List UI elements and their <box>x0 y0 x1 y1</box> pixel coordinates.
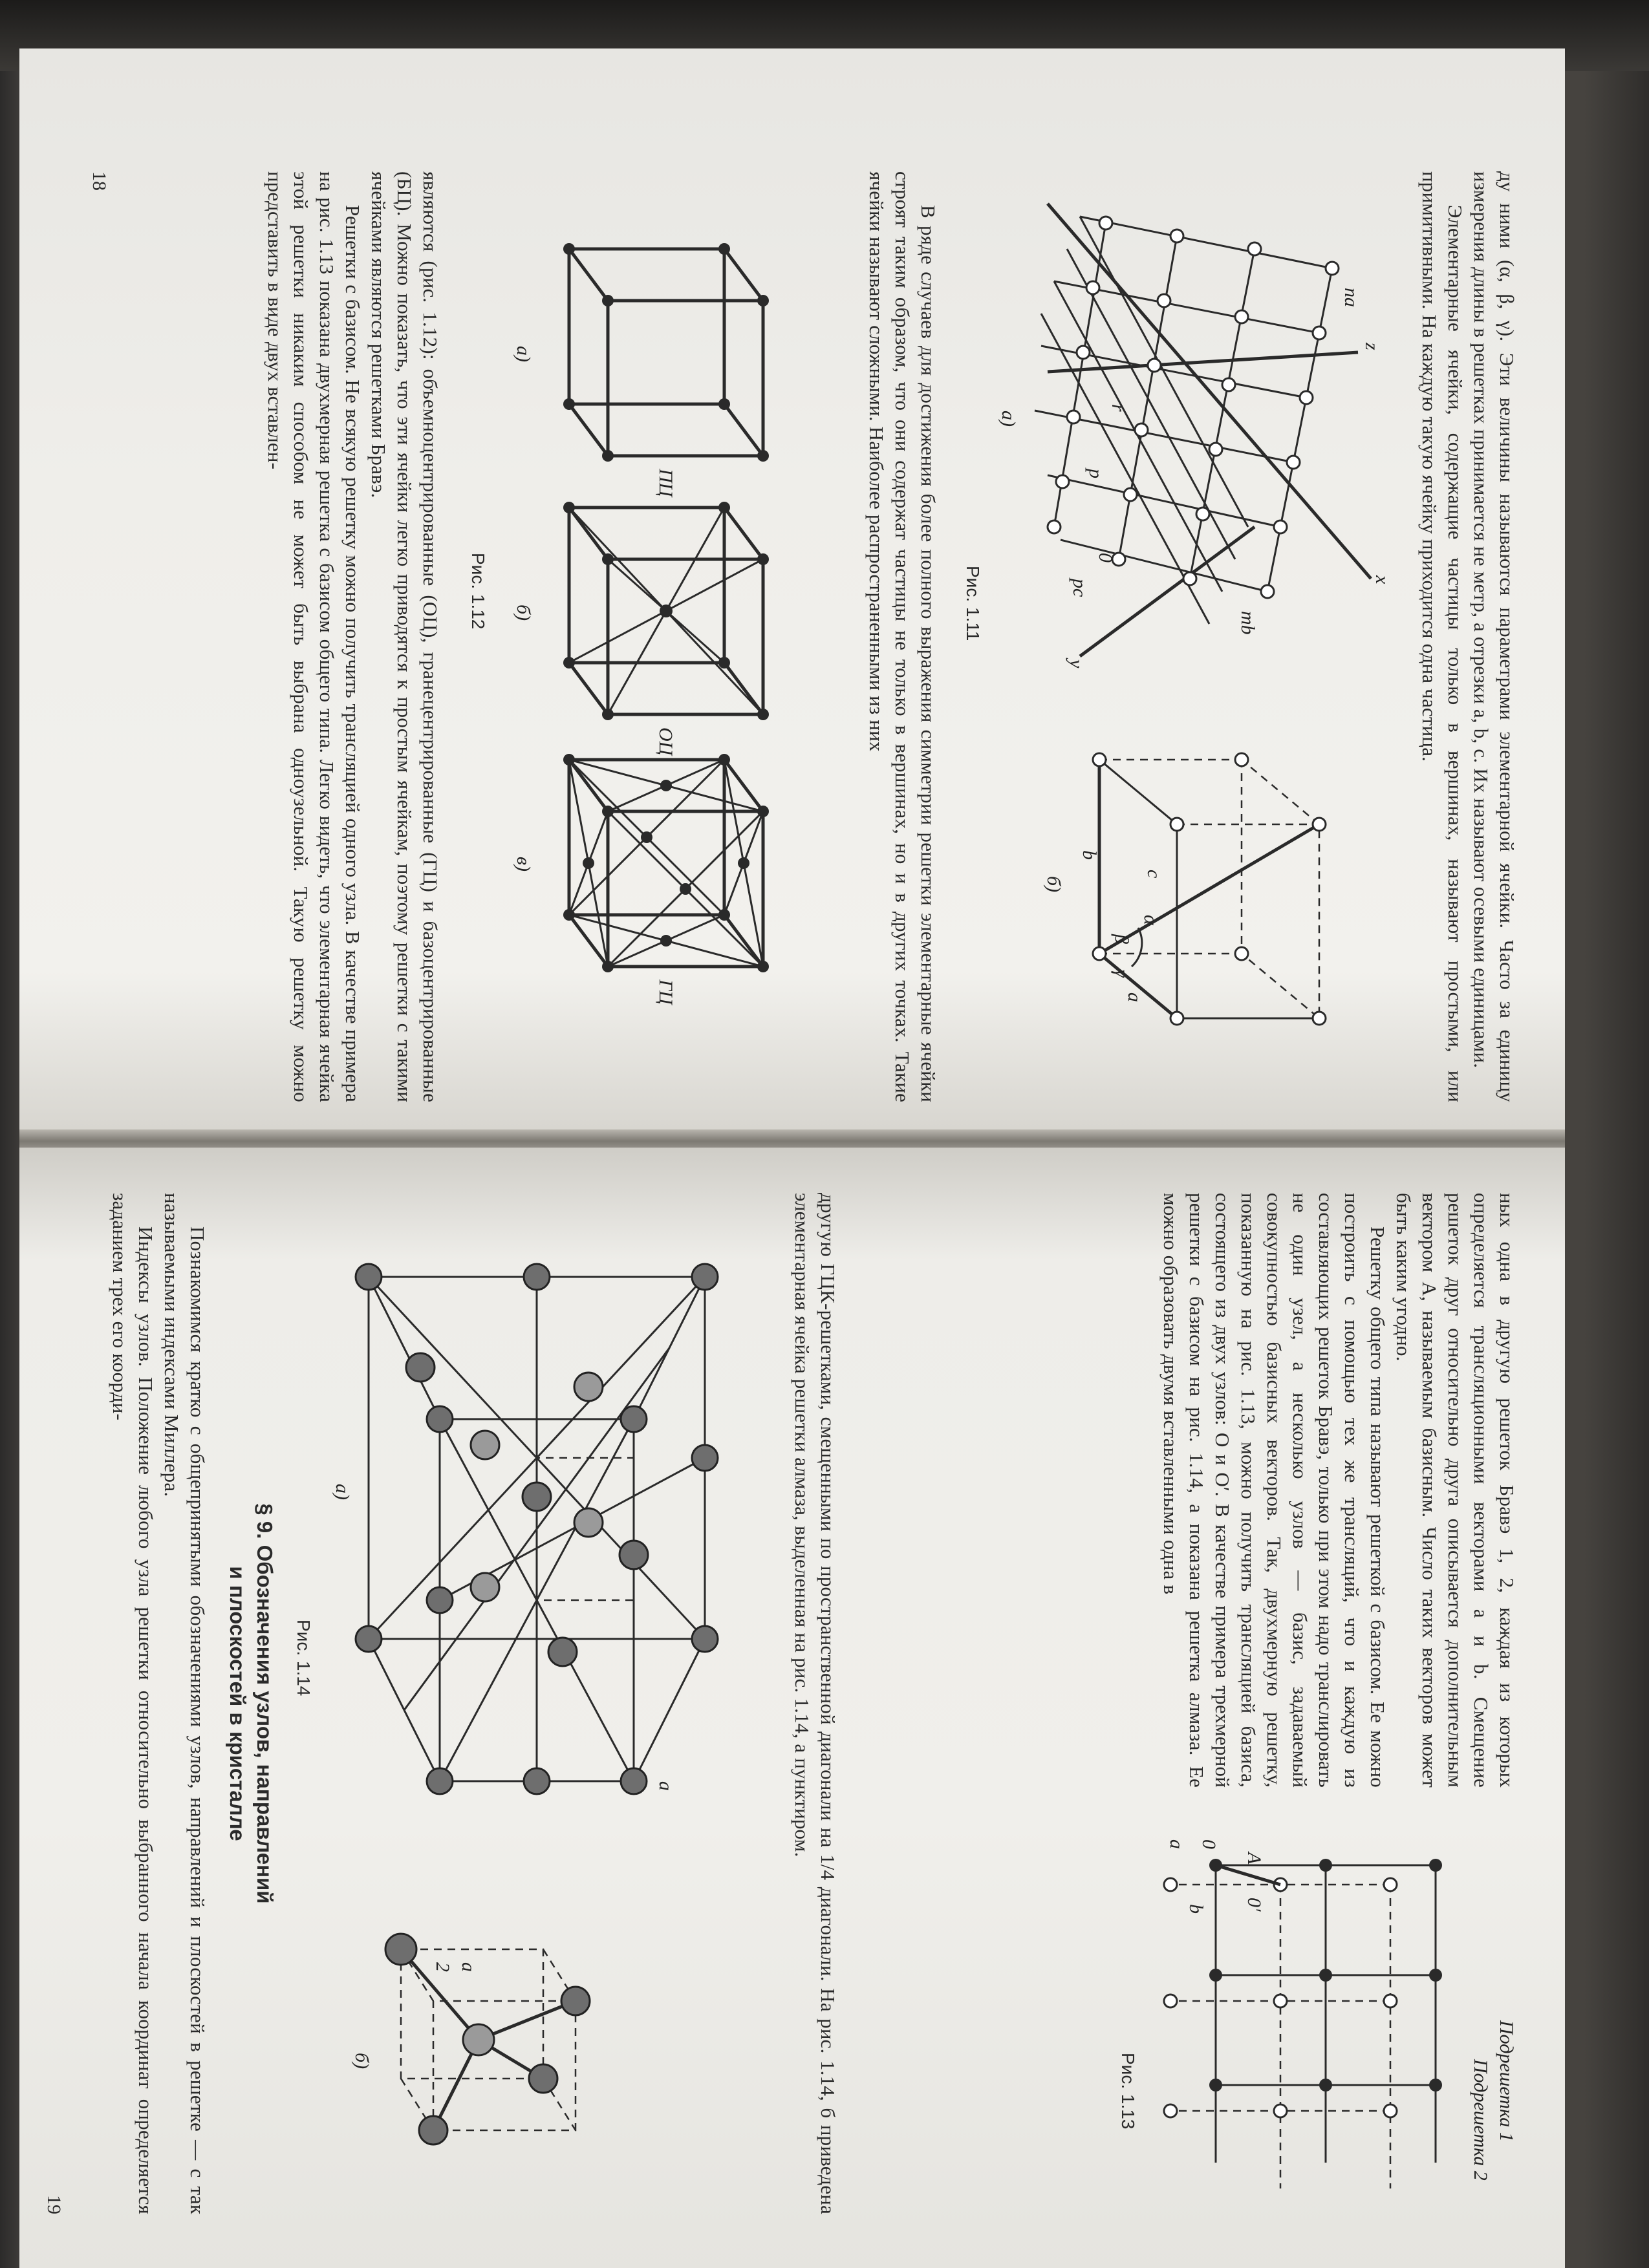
right-para-1: ных одна в другую решеток Бравэ 1, 2, каждая из которых определяется трансляционными векторами a и b. Смещение решеток друг относительно друга описывается дополнительным вектором A, называемым базисным. Число таких векторов может быть каким угодно. <box>1392 1193 1518 1788</box>
figure-1-14b <box>349 1923 595 2195</box>
fig-13-label-b: b <box>1185 1904 1207 1914</box>
fig-12c-sub: в) <box>513 857 534 872</box>
fig-11a-label-y: y <box>1066 659 1087 669</box>
fig-11b-label-beta: β <box>1111 934 1132 944</box>
right-para-2: Решетку общего типа называют решеткой с базисом. Ее можно построить с помощью тех же трансляций, что и каждую из составляющих решеток Бравэ, только при этом надо транслировать не один узел, а несколько узлов — базис, задаваемый совокупностью базисных векторов. Так, двухмерную решетку, показанную на рис. 1.13, можно получить трансляцией базиса, состоящего из двух узлов: O и O′. В качестве примера трехмерной решетки с базисом на рис. 1.14, а показана решетка алмаза. Ее можно образовать двумя вставленными одна в <box>1159 1193 1389 1788</box>
fig-11a-label-pc: pc <box>1069 579 1090 597</box>
fig-14b-label-half-den: 2 <box>432 1962 453 1972</box>
right-para-3: другую ГЦК-решетками, смещенными по пространственной диагонали на 1/4 диагонали. На рис. 1.14, б приведена элементарная ячейка решетки алмаза, выделенная на рис. 1.14, а пунктиром. <box>791 1193 839 2214</box>
figure-1-11b <box>1043 721 1371 1057</box>
fig-11b-label-alpha: α <box>1140 915 1161 925</box>
fig-11a-label-o: 0 <box>1095 553 1116 562</box>
right-mid-text <box>789 1193 841 2214</box>
figure-1-14a <box>330 1251 731 1846</box>
left-para-4: являются (рис. 1.12): объемноцентрированные (ОЦ), гранецентрированные (ГЦ) и базоцентрированные (БЦ). Можно показать, что эти ячейки легко приводятся к простым ячейкам, поэтому решетки с такими ячейками являются решетками Бравэ. <box>367 171 442 1102</box>
left-para-1: ду ними (α, β, γ). Эти величины называются параметрами элементарной ячейки. Часто за единицу измерения длины в решетках принимается не метр, а отрезки a, b, c. Их называют осевыми единицами. <box>1470 171 1518 1102</box>
page-18 <box>19 48 1565 1135</box>
fig-12b-bcc-cube <box>513 502 769 757</box>
fig-13-label-o2: 0′ <box>1244 1898 1265 1912</box>
fig-13-label-o: 0 <box>1198 1839 1220 1849</box>
section-9-heading <box>224 1193 278 2214</box>
fig-12b-sub: б) <box>513 604 534 621</box>
right-para-5: Индексы узлов. Положение любого узла решетки относительно выбранного начала координат определяется заданием трех его коорди- <box>109 1193 157 2214</box>
fig-11b-label-b: b <box>1079 850 1100 860</box>
fig-11a-sub: а) <box>998 411 1019 427</box>
fig-11a-label-p: p <box>1085 469 1106 478</box>
fig-12-caption: Рис. 1.12 <box>468 553 488 630</box>
fig-14a-sub: а) <box>332 1484 353 1500</box>
fig-13-label-sub2: Подрешетка 2 <box>1470 2059 1491 2181</box>
left-bottom-text <box>262 171 443 1102</box>
right-bottom-text <box>107 1193 210 2214</box>
left-mid-text <box>863 171 941 1102</box>
fig-11a-label-x: x <box>1372 575 1393 584</box>
section-9-title-2: и плоскостей в кристалле <box>226 1566 250 1841</box>
fig-14b-sub: б) <box>351 2053 372 2070</box>
fig-12a-label: ПЦ <box>655 469 676 497</box>
left-para-3: В ряде случаев для достижения более полного выражения симметрии решетки элементарные ячейки строят таким образом, что они содержат частицы не только в вершинах, но и в других точках. Такие ячейки называют сложными. Наиболее распространенными из них <box>865 171 940 1102</box>
fig-11a-x-axis <box>1048 204 1371 579</box>
right-para-4: Познакомимся кратко с общепринятыми обозначениями узлов, направлений и плоскостей в решетке — с так называемыми индексами Миллера. <box>160 1193 209 2214</box>
left-para-2: Элементарные ячейки, содержащие частицы только в вершинах, называют простыми, или примитивными. На каждую такую ячейку приходится одна частица. <box>1418 171 1467 1102</box>
fig-14a-label-a: a <box>655 1781 676 1791</box>
fig-13-caption: Рис. 1.13 <box>1118 2053 1138 2130</box>
fig-11a-label-z: z <box>1361 343 1383 350</box>
section-9-number: § 9. <box>253 1503 277 1539</box>
fig-11b-label-a: a <box>1124 992 1145 1002</box>
section-9-title-1: Обозначения узлов, направлений <box>253 1545 277 1904</box>
fig-13-sublattice-2 <box>1170 1885 1390 2188</box>
fig-13-label-a: a <box>1166 1839 1187 1849</box>
right-top-text <box>1158 1193 1520 1788</box>
page-19 <box>19 1148 1565 2268</box>
fig-11b-base <box>1099 760 1177 1018</box>
fig-12b-label: ОЦ <box>655 727 676 756</box>
fig-14-caption: Рис. 1.14 <box>294 1620 314 1696</box>
page-number-18: 18 <box>89 171 110 191</box>
fig-11a-label-mb: mb <box>1237 611 1258 635</box>
figure-1-13 <box>1158 1826 1520 2227</box>
fig-12c-label: ГЦ <box>655 979 676 1005</box>
fig-11a-label-na: na <box>1341 288 1362 307</box>
fig-13-label-sub1: Подрешетка 1 <box>1496 2020 1517 2142</box>
figure-1-12 <box>511 223 795 1005</box>
left-top-text <box>1416 171 1520 1102</box>
fig-12c-fcc-cube <box>513 754 769 1006</box>
fig-11-caption: Рис. 1.11 <box>963 566 983 641</box>
fig-13-label-A: A <box>1244 1852 1265 1865</box>
fig-14b-label-half-num: a <box>458 1962 479 1972</box>
fig-12a-sub: а) <box>513 346 534 362</box>
fig-11b-label-c: c <box>1143 870 1165 879</box>
figure-1-11a <box>998 191 1393 682</box>
left-para-5: Решетки с базисом. Не всякую решетку можно получить трансляцией одного узла. В качестве примера на рис. 1.13 показана двухмерная решетка с базисом общего типа. Легко видеть, что элементарная ячейка этой решетки никаким способом не может быть выбрана одноузельной. Такую решетку можно представить в виде двух вставлен- <box>264 171 364 1102</box>
fig-11b-vectors <box>1099 760 1319 1018</box>
fig-11b-label-gamma: γ <box>1111 970 1132 978</box>
fig-11a-label-r: r <box>1108 404 1129 412</box>
page-number-19: 19 <box>43 2195 65 2214</box>
fig-11b-sub: б) <box>1043 876 1064 893</box>
page-spread <box>19 48 1565 2268</box>
fig-12a-simple-cube <box>513 243 769 498</box>
